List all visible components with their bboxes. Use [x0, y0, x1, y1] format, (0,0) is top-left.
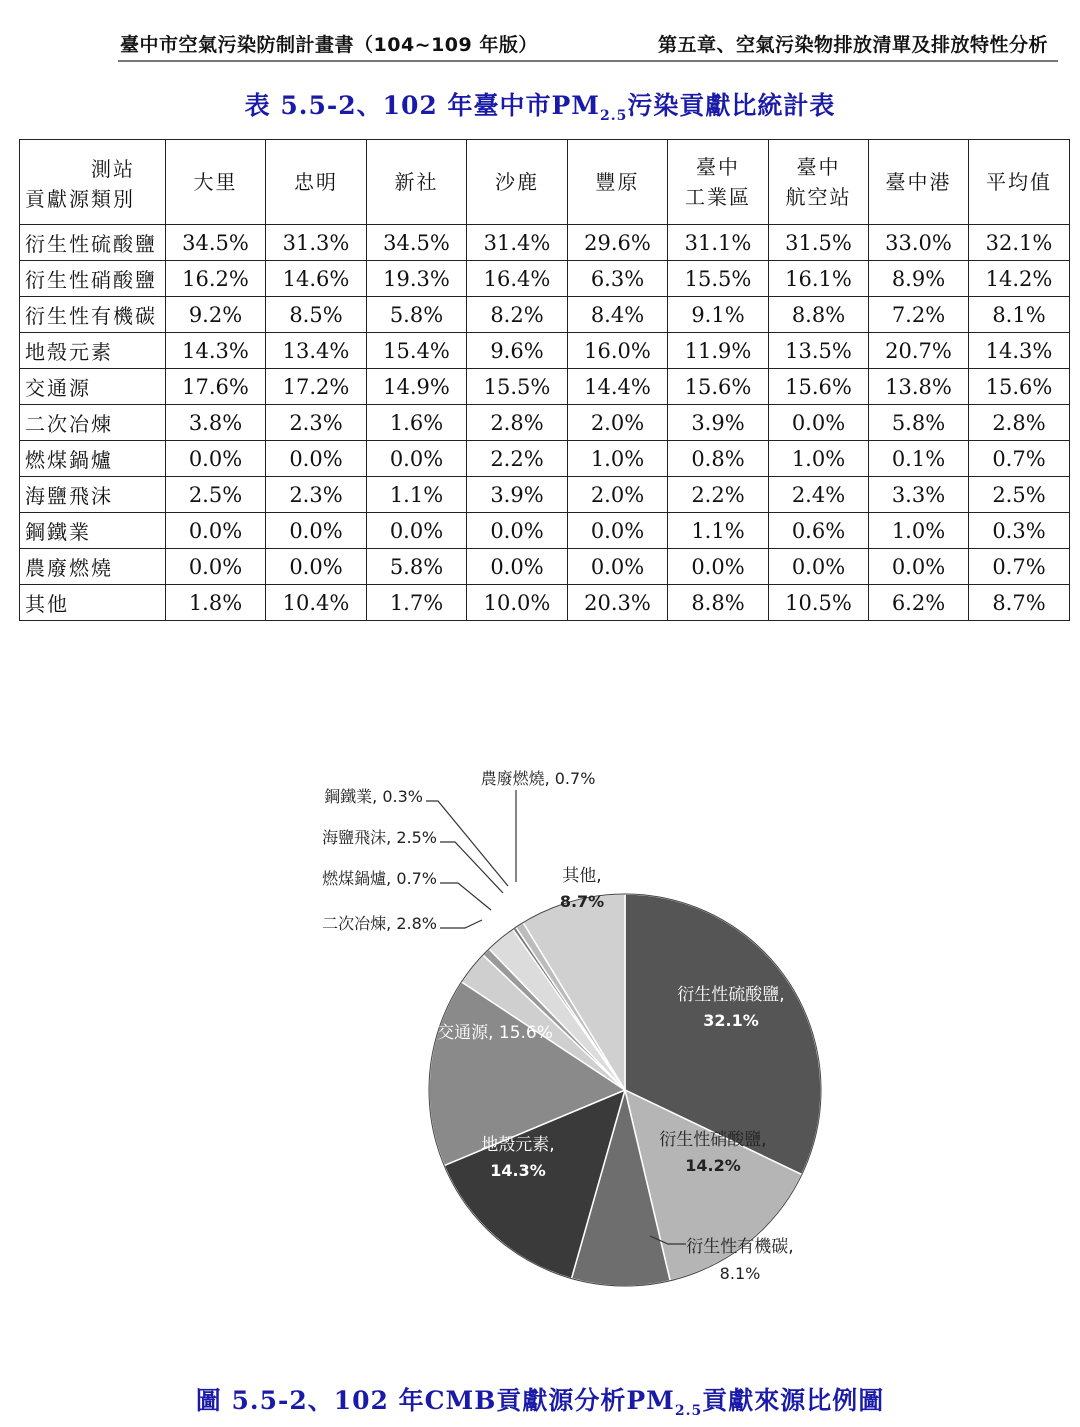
table-cell: 32.1%: [969, 225, 1070, 261]
table-cell: 0.0%: [266, 441, 367, 477]
pm25-contribution-table: [19, 139, 1070, 621]
table-cell: 5.8%: [869, 405, 969, 441]
column-header-text: 忠明: [294, 170, 338, 194]
table-cell: 14.6%: [266, 261, 367, 297]
table-cell: 15.6%: [668, 369, 769, 405]
table-cell: 2.4%: [769, 477, 869, 513]
table-cell: 0.0%: [266, 549, 367, 585]
table-cell: 16.4%: [467, 261, 568, 297]
slice-label: 交通源, 15.6%: [437, 1023, 553, 1043]
column-header: [769, 140, 869, 225]
table-cell: 6.2%: [869, 585, 969, 621]
table-cell: 20.7%: [869, 333, 969, 369]
table-cell: 2.3%: [266, 477, 367, 513]
table-cell: 0.0%: [166, 549, 266, 585]
column-header-text: 臺中港: [885, 170, 952, 194]
slice-label: 鋼鐵業, 0.3%: [324, 787, 423, 806]
row-label: 其他: [20, 585, 166, 621]
column-header-text: 航空站: [785, 185, 852, 209]
table-row: [20, 585, 1070, 621]
table-caption-main: 表 5.5-2、102 年臺中市PM: [244, 91, 600, 120]
corner-source-label: 貢獻源類別: [25, 187, 135, 211]
table-cell: 34.5%: [367, 225, 467, 261]
table-cell: 31.3%: [266, 225, 367, 261]
table-cell: 10.5%: [769, 585, 869, 621]
slice-label: 衍生性硝酸鹽,: [659, 1130, 767, 1150]
table-cell: 1.6%: [367, 405, 467, 441]
table-cell: 9.1%: [668, 297, 769, 333]
column-header: [668, 140, 769, 225]
table-row: [20, 333, 1070, 369]
column-header: [969, 140, 1070, 225]
table-cell: 0.0%: [367, 513, 467, 549]
table-header-row: [20, 140, 1070, 225]
column-header-text: 臺中: [796, 155, 841, 179]
table-cell: 3.8%: [166, 405, 266, 441]
figure-caption-main: 圖 5.5-2、102 年CMB貢獻源分析PM: [195, 1386, 675, 1415]
table-cell: 33.0%: [869, 225, 969, 261]
table-cell: 0.0%: [568, 513, 668, 549]
column-header-text: 平均值: [986, 170, 1052, 194]
column-header-text: 沙鹿: [495, 170, 539, 194]
row-label: 衍生性有機碳: [20, 297, 166, 333]
row-label: 衍生性硫酸鹽: [20, 225, 166, 261]
table-cell: 8.8%: [668, 585, 769, 621]
slice-label: 衍生性有機碳,: [686, 1237, 794, 1257]
leader-line: [426, 801, 508, 886]
slice-label: 海鹽飛沫, 2.5%: [322, 828, 437, 847]
table-cell: 0.0%: [166, 513, 266, 549]
table-cell: 11.9%: [668, 333, 769, 369]
row-label: 二次冶煉: [20, 405, 166, 441]
column-header: [367, 140, 467, 225]
table-cell: 16.0%: [568, 333, 668, 369]
slice-label: 農廢燃燒, 0.7%: [480, 769, 596, 788]
table-cell: 5.8%: [367, 297, 467, 333]
column-header-text: 新社: [394, 170, 439, 194]
table-cell: 8.7%: [969, 585, 1070, 621]
table-cell: 13.8%: [869, 369, 969, 405]
table-cell: 2.8%: [467, 405, 568, 441]
column-header: [467, 140, 568, 225]
table-cell: 31.5%: [769, 225, 869, 261]
column-header: [166, 140, 266, 225]
table-row: [20, 513, 1070, 549]
table-cell: 31.1%: [668, 225, 769, 261]
table-cell: 17.2%: [266, 369, 367, 405]
table-cell: 0.0%: [266, 513, 367, 549]
table-cell: 15.4%: [367, 333, 467, 369]
table-cell: 6.3%: [568, 261, 668, 297]
table-cell: 2.5%: [969, 477, 1070, 513]
table-cell: 0.7%: [969, 549, 1070, 585]
slice-label: 衍生性硫酸鹽,: [677, 985, 785, 1005]
table-cell: 2.5%: [166, 477, 266, 513]
table-cell: 16.2%: [166, 261, 266, 297]
table-cell: 0.0%: [467, 513, 568, 549]
table-caption-subscript: 2.5: [599, 108, 628, 124]
table-cell: 19.3%: [367, 261, 467, 297]
column-header: [568, 140, 668, 225]
table-row: [20, 477, 1070, 513]
table-row: [20, 441, 1070, 477]
table-cell: 1.0%: [769, 441, 869, 477]
table-cell: 0.0%: [467, 549, 568, 585]
table-cell: 13.4%: [266, 333, 367, 369]
slice-label: 二次冶煉, 2.8%: [322, 914, 437, 933]
slice-label: 燃煤鍋爐, 0.7%: [322, 869, 437, 888]
row-label: 農廢燃燒: [20, 549, 166, 585]
table-cell: 16.1%: [769, 261, 869, 297]
column-header-text: 臺中: [696, 155, 740, 179]
table-cell: 15.6%: [769, 369, 869, 405]
row-label: 鋼鐵業: [20, 513, 166, 549]
table-cell: 5.8%: [367, 549, 467, 585]
column-header: [869, 140, 969, 225]
table-row: [20, 297, 1070, 333]
table-cell: 15.5%: [467, 369, 568, 405]
table-cell: 0.0%: [668, 549, 769, 585]
table-cell: 0.8%: [668, 441, 769, 477]
table-cell: 8.5%: [266, 297, 367, 333]
running-header-left: 臺中市空氣污染防制計畫書（104~109 年版）: [120, 34, 538, 56]
table-cell: 0.0%: [367, 441, 467, 477]
table-cell: 15.5%: [668, 261, 769, 297]
row-label: 海鹽飛沫: [20, 477, 166, 513]
contribution-pie-chart: [0, 760, 1080, 1320]
table-cell: 9.6%: [467, 333, 568, 369]
table-cell: 1.1%: [668, 513, 769, 549]
table-cell: 0.6%: [769, 513, 869, 549]
table-cell: 8.9%: [869, 261, 969, 297]
table-row: [20, 225, 1070, 261]
leader-line: [440, 920, 482, 928]
figure-caption-subscript: 2.5: [674, 1403, 703, 1419]
table-cell: 29.6%: [568, 225, 668, 261]
table-cell: 9.2%: [166, 297, 266, 333]
slice-value: 32.1%: [703, 1011, 759, 1030]
slice-value: 14.3%: [490, 1161, 546, 1180]
table-cell: 1.1%: [367, 477, 467, 513]
table-cell: 15.6%: [969, 369, 1070, 405]
table-cell: 20.3%: [568, 585, 668, 621]
table-cell: 0.1%: [869, 441, 969, 477]
table-cell: 14.4%: [568, 369, 668, 405]
slice-label: 地殼元素,: [481, 1135, 555, 1155]
slice-value: 8.1%: [719, 1264, 761, 1283]
corner-station-label: 測站: [91, 157, 135, 181]
row-label: 燃煤鍋爐: [20, 441, 166, 477]
table-cell: 14.3%: [166, 333, 266, 369]
table-cell: 0.3%: [969, 513, 1070, 549]
table-row: [20, 369, 1070, 405]
table-cell: 1.0%: [869, 513, 969, 549]
table-cell: 10.4%: [266, 585, 367, 621]
table-row: [20, 549, 1070, 585]
figure-caption-tail: 貢獻來源比例圖: [702, 1386, 885, 1415]
table-cell: 14.3%: [969, 333, 1070, 369]
table-cell: 0.0%: [568, 549, 668, 585]
table-cell: 2.0%: [568, 477, 668, 513]
table-cell: 3.3%: [869, 477, 969, 513]
table-cell: 34.5%: [166, 225, 266, 261]
table-cell: 8.4%: [568, 297, 668, 333]
row-label: 地殼元素: [20, 333, 166, 369]
table-cell: 0.0%: [769, 405, 869, 441]
header-rule: [118, 60, 1058, 62]
table-cell: 2.0%: [568, 405, 668, 441]
row-label: 交通源: [20, 369, 166, 405]
table-cell: 7.2%: [869, 297, 969, 333]
table-cell: 2.2%: [668, 477, 769, 513]
table-cell: 8.2%: [467, 297, 568, 333]
table-corner-cell: [20, 140, 166, 225]
table-cell: 3.9%: [467, 477, 568, 513]
slice-label: 其他,: [562, 866, 602, 886]
slice-value: 8.7%: [559, 892, 605, 911]
column-header: [266, 140, 367, 225]
column-header-text: 豐原: [595, 170, 640, 194]
table-cell: 0.0%: [869, 549, 969, 585]
table-cell: 0.0%: [166, 441, 266, 477]
table-cell: 3.9%: [668, 405, 769, 441]
table-cell: 0.7%: [969, 441, 1070, 477]
table-cell: 14.9%: [367, 369, 467, 405]
slice-value: 14.2%: [685, 1156, 741, 1175]
leader-line: [440, 842, 503, 893]
running-header-right: 第五章、空氣污染物排放清單及排放特性分析: [657, 34, 1048, 56]
column-header-text: 工業區: [685, 185, 751, 209]
table-cell: 1.0%: [568, 441, 668, 477]
table-cell: 17.6%: [166, 369, 266, 405]
table-cell: 2.2%: [467, 441, 568, 477]
table-cell: 31.4%: [467, 225, 568, 261]
table-cell: 0.0%: [769, 549, 869, 585]
table-cell: 1.7%: [367, 585, 467, 621]
table-caption-tail: 污染貢獻比統計表: [627, 91, 836, 120]
table-cell: 2.8%: [969, 405, 1070, 441]
table-row: [20, 405, 1070, 441]
table-cell: 8.1%: [969, 297, 1070, 333]
column-header-text: 大里: [193, 170, 238, 194]
table-cell: 1.8%: [166, 585, 266, 621]
table-cell: 2.3%: [266, 405, 367, 441]
row-label: 衍生性硝酸鹽: [20, 261, 166, 297]
table-cell: 13.5%: [769, 333, 869, 369]
table-row: [20, 261, 1070, 297]
leader-line: [440, 883, 491, 910]
table-cell: 14.2%: [969, 261, 1070, 297]
figure-caption: [0, 1381, 1080, 1419]
table-cell: 10.0%: [467, 585, 568, 621]
table-caption: [0, 86, 1080, 124]
table-cell: 8.8%: [769, 297, 869, 333]
